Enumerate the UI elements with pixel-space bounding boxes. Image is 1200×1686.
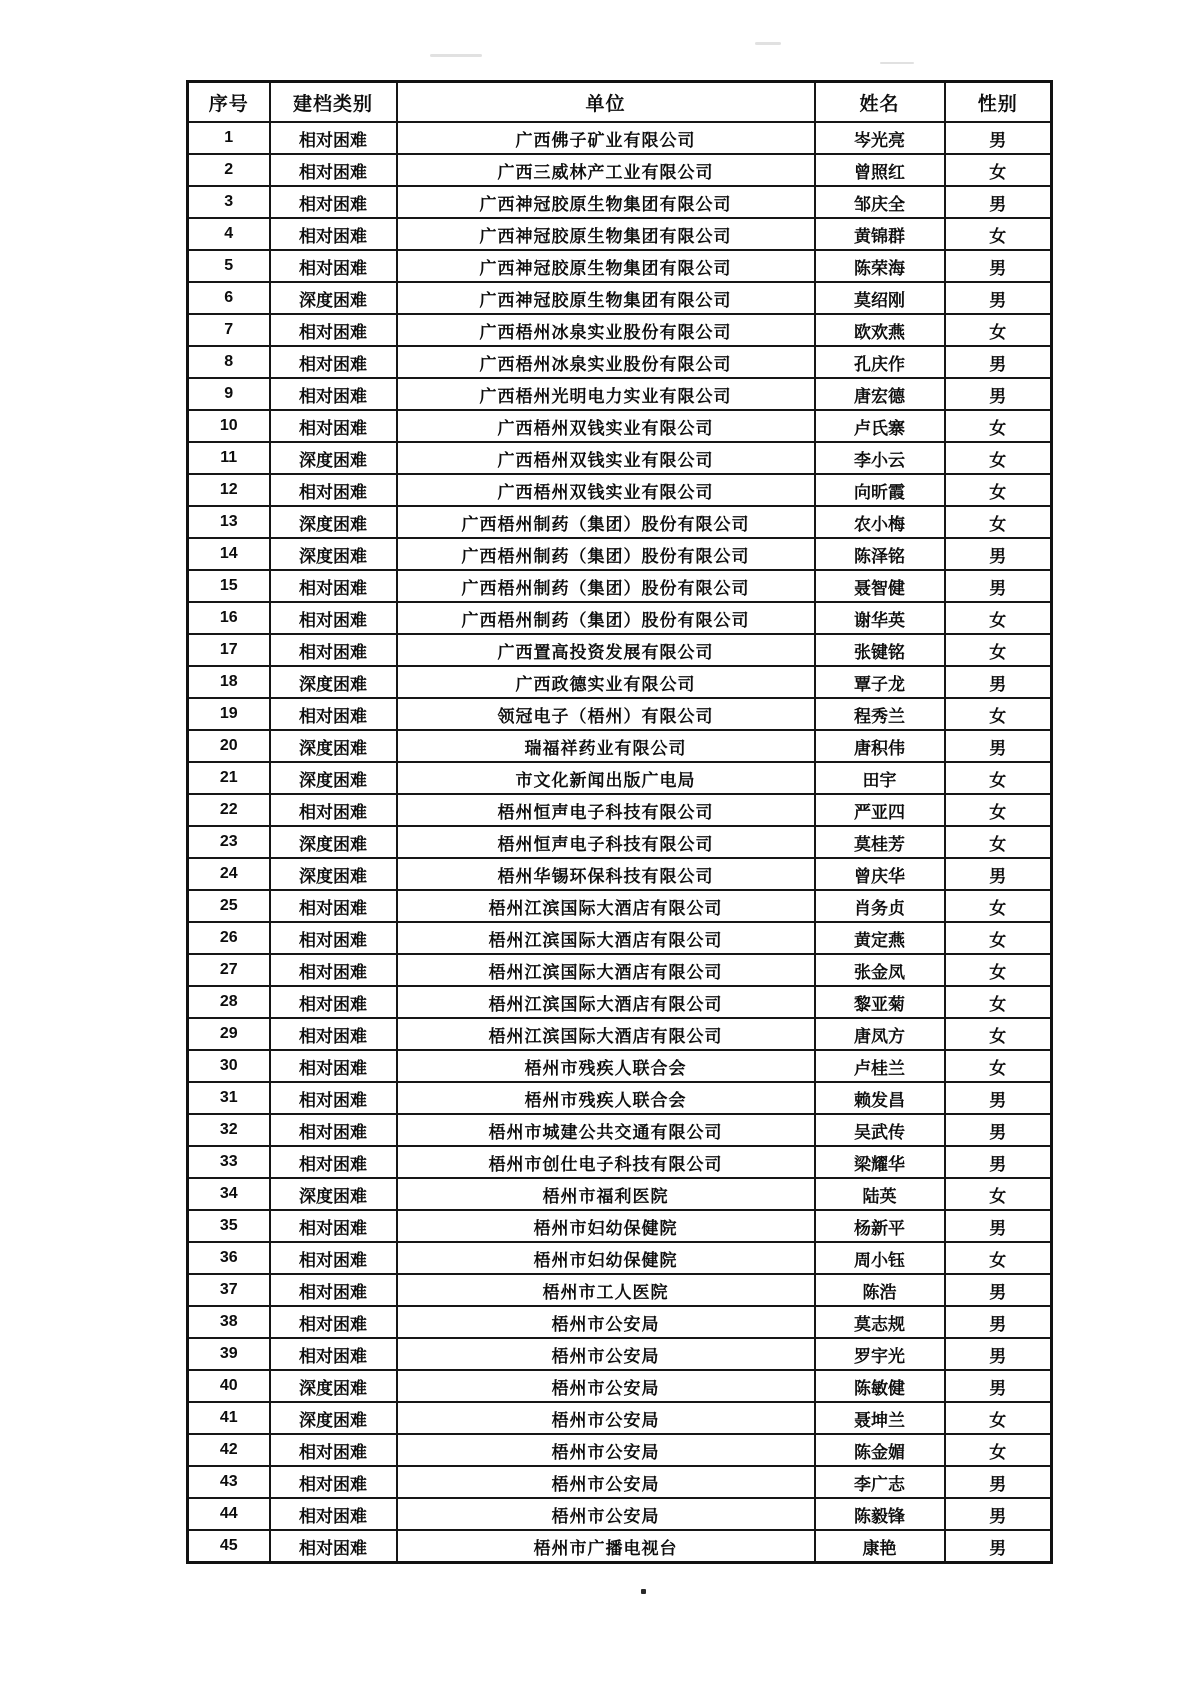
category-cell: 相对困难	[270, 474, 397, 506]
gender-cell: 男	[945, 730, 1052, 762]
unit-cell: 广西神冠胶原生物集团有限公司	[397, 250, 815, 282]
category-cell: 相对困难	[270, 634, 397, 666]
category-cell: 相对困难	[270, 1242, 397, 1274]
gender-cell: 男	[945, 1370, 1052, 1402]
category-cell: 深度困难	[270, 762, 397, 794]
category-cell: 相对困难	[270, 186, 397, 218]
unit-cell: 梧州市工人医院	[397, 1274, 815, 1306]
gender-cell: 女	[945, 1018, 1052, 1050]
gender-cell: 男	[945, 538, 1052, 570]
column-header-category: 建档类别	[270, 82, 397, 123]
category-cell: 深度困难	[270, 1402, 397, 1434]
seq-cell: 7	[188, 314, 270, 346]
unit-cell: 梧州市妇幼保健院	[397, 1242, 815, 1274]
gender-cell: 男	[945, 1146, 1052, 1178]
seq-cell: 9	[188, 378, 270, 410]
unit-cell: 梧州市公安局	[397, 1370, 815, 1402]
category-cell: 相对困难	[270, 1210, 397, 1242]
unit-cell: 梧州市福利医院	[397, 1178, 815, 1210]
table-row	[188, 122, 1052, 154]
name-cell: 张键铭	[815, 634, 945, 666]
header-row	[188, 82, 1052, 123]
unit-cell: 广西神冠胶原生物集团有限公司	[397, 218, 815, 250]
name-cell: 陆英	[815, 1178, 945, 1210]
table-row	[188, 282, 1052, 314]
gender-cell: 女	[945, 474, 1052, 506]
category-cell: 深度困难	[270, 666, 397, 698]
seq-cell: 39	[188, 1338, 270, 1370]
category-cell: 相对困难	[270, 1274, 397, 1306]
category-cell: 深度困难	[270, 506, 397, 538]
name-cell: 唐凤方	[815, 1018, 945, 1050]
seq-cell: 30	[188, 1050, 270, 1082]
scan-artifact	[755, 42, 781, 45]
seq-cell: 2	[188, 154, 270, 186]
category-cell: 深度困难	[270, 442, 397, 474]
table-row	[188, 602, 1052, 634]
category-cell: 相对困难	[270, 1146, 397, 1178]
category-cell: 相对困难	[270, 1434, 397, 1466]
name-cell: 农小梅	[815, 506, 945, 538]
table-row	[188, 1210, 1052, 1242]
category-cell: 相对困难	[270, 314, 397, 346]
seq-cell: 32	[188, 1114, 270, 1146]
gender-cell: 男	[945, 1530, 1052, 1563]
name-cell: 罗宇光	[815, 1338, 945, 1370]
column-header-name: 姓名	[815, 82, 945, 123]
unit-cell: 梧州江滨国际大酒店有限公司	[397, 954, 815, 986]
gender-cell: 女	[945, 1178, 1052, 1210]
gender-cell: 男	[945, 1306, 1052, 1338]
category-cell: 相对困难	[270, 378, 397, 410]
seq-cell: 41	[188, 1402, 270, 1434]
table-row	[188, 1530, 1052, 1563]
table-row	[188, 730, 1052, 762]
gender-cell: 女	[945, 410, 1052, 442]
name-cell: 唐积伟	[815, 730, 945, 762]
unit-cell: 广西梧州制药（集团）股份有限公司	[397, 538, 815, 570]
gender-cell: 女	[945, 986, 1052, 1018]
gender-cell: 女	[945, 794, 1052, 826]
table-row	[188, 826, 1052, 858]
table-row	[188, 922, 1052, 954]
table-row	[188, 858, 1052, 890]
gender-cell: 男	[945, 1338, 1052, 1370]
seq-cell: 16	[188, 602, 270, 634]
gender-cell: 女	[945, 922, 1052, 954]
gender-cell: 女	[945, 442, 1052, 474]
name-cell: 田宇	[815, 762, 945, 794]
name-cell: 张金凤	[815, 954, 945, 986]
gender-cell: 女	[945, 154, 1052, 186]
table-row	[188, 154, 1052, 186]
seq-cell: 1	[188, 122, 270, 154]
seq-cell: 25	[188, 890, 270, 922]
table-row	[188, 442, 1052, 474]
table-row	[188, 186, 1052, 218]
category-cell: 相对困难	[270, 1018, 397, 1050]
table-row	[188, 1274, 1052, 1306]
category-cell: 相对困难	[270, 602, 397, 634]
seq-cell: 24	[188, 858, 270, 890]
unit-cell: 梧州江滨国际大酒店有限公司	[397, 922, 815, 954]
unit-cell: 梧州市残疾人联合会	[397, 1082, 815, 1114]
seq-cell: 35	[188, 1210, 270, 1242]
unit-cell: 梧州市公安局	[397, 1402, 815, 1434]
unit-cell: 梧州市广播电视台	[397, 1530, 815, 1563]
category-cell: 相对困难	[270, 1338, 397, 1370]
name-cell: 卢桂兰	[815, 1050, 945, 1082]
seq-cell: 6	[188, 282, 270, 314]
seq-cell: 40	[188, 1370, 270, 1402]
unit-cell: 广西三威林产工业有限公司	[397, 154, 815, 186]
category-cell: 相对困难	[270, 250, 397, 282]
seq-cell: 4	[188, 218, 270, 250]
unit-cell: 梧州江滨国际大酒店有限公司	[397, 890, 815, 922]
name-cell: 李广志	[815, 1466, 945, 1498]
table-row	[188, 666, 1052, 698]
unit-cell: 广西梧州冰泉实业股份有限公司	[397, 314, 815, 346]
unit-cell: 广西政德实业有限公司	[397, 666, 815, 698]
seq-cell: 28	[188, 986, 270, 1018]
category-cell: 深度困难	[270, 1178, 397, 1210]
seq-cell: 5	[188, 250, 270, 282]
unit-cell: 梧州市创仕电子科技有限公司	[397, 1146, 815, 1178]
name-cell: 孔庆作	[815, 346, 945, 378]
table-row	[188, 1434, 1052, 1466]
gender-cell: 女	[945, 314, 1052, 346]
gender-cell: 男	[945, 1082, 1052, 1114]
category-cell: 相对困难	[270, 122, 397, 154]
gender-cell: 男	[945, 1210, 1052, 1242]
table-row	[188, 1178, 1052, 1210]
seq-cell: 31	[188, 1082, 270, 1114]
table-row	[188, 314, 1052, 346]
table-row	[188, 890, 1052, 922]
table-row	[188, 474, 1052, 506]
category-cell: 深度困难	[270, 730, 397, 762]
category-cell: 相对困难	[270, 1530, 397, 1563]
name-cell: 覃子龙	[815, 666, 945, 698]
unit-cell: 广西梧州制药（集团）股份有限公司	[397, 506, 815, 538]
unit-cell: 广西神冠胶原生物集团有限公司	[397, 186, 815, 218]
unit-cell: 梧州恒声电子科技有限公司	[397, 794, 815, 826]
unit-cell: 梧州市公安局	[397, 1338, 815, 1370]
gender-cell: 女	[945, 826, 1052, 858]
column-header-seq: 序号	[188, 82, 270, 123]
table-row	[188, 698, 1052, 730]
gender-cell: 女	[945, 1434, 1052, 1466]
seq-cell: 15	[188, 570, 270, 602]
name-cell: 莫志规	[815, 1306, 945, 1338]
category-cell: 相对困难	[270, 1498, 397, 1530]
name-cell: 程秀兰	[815, 698, 945, 730]
table-row	[188, 634, 1052, 666]
table-row	[188, 570, 1052, 602]
gender-cell: 男	[945, 1114, 1052, 1146]
table-row	[188, 1242, 1052, 1274]
table-row	[188, 986, 1052, 1018]
category-cell: 相对困难	[270, 954, 397, 986]
name-cell: 杨新平	[815, 1210, 945, 1242]
category-cell: 相对困难	[270, 1050, 397, 1082]
unit-cell: 梧州市残疾人联合会	[397, 1050, 815, 1082]
unit-cell: 广西梧州冰泉实业股份有限公司	[397, 346, 815, 378]
seq-cell: 38	[188, 1306, 270, 1338]
seq-cell: 26	[188, 922, 270, 954]
unit-cell: 梧州恒声电子科技有限公司	[397, 826, 815, 858]
name-cell: 聂智健	[815, 570, 945, 602]
name-cell: 肖务贞	[815, 890, 945, 922]
seq-cell: 19	[188, 698, 270, 730]
table-row	[188, 218, 1052, 250]
name-cell: 赖发昌	[815, 1082, 945, 1114]
seq-cell: 29	[188, 1018, 270, 1050]
gender-cell: 女	[945, 890, 1052, 922]
seq-cell: 10	[188, 410, 270, 442]
category-cell: 相对困难	[270, 1466, 397, 1498]
table-row	[188, 506, 1052, 538]
unit-cell: 广西梧州双钱实业有限公司	[397, 442, 815, 474]
category-cell: 相对困难	[270, 922, 397, 954]
unit-cell: 瑞福祥药业有限公司	[397, 730, 815, 762]
category-cell: 相对困难	[270, 218, 397, 250]
name-cell: 李小云	[815, 442, 945, 474]
seq-cell: 43	[188, 1466, 270, 1498]
scan-artifact	[880, 62, 914, 64]
name-cell: 黄定燕	[815, 922, 945, 954]
unit-cell: 市文化新闻出版广电局	[397, 762, 815, 794]
gender-cell: 女	[945, 1402, 1052, 1434]
seq-cell: 11	[188, 442, 270, 474]
table-row	[188, 378, 1052, 410]
table-row	[188, 410, 1052, 442]
unit-cell: 梧州江滨国际大酒店有限公司	[397, 1018, 815, 1050]
unit-cell: 广西梧州制药（集团）股份有限公司	[397, 602, 815, 634]
unit-cell: 广西梧州双钱实业有限公司	[397, 410, 815, 442]
category-cell: 相对困难	[270, 1082, 397, 1114]
gender-cell: 男	[945, 122, 1052, 154]
name-cell: 陈泽铭	[815, 538, 945, 570]
seq-cell: 21	[188, 762, 270, 794]
table-body	[188, 122, 1052, 1563]
seq-cell: 44	[188, 1498, 270, 1530]
table-row	[188, 762, 1052, 794]
name-cell: 陈浩	[815, 1274, 945, 1306]
unit-cell: 梧州市公安局	[397, 1306, 815, 1338]
gender-cell: 男	[945, 378, 1052, 410]
category-cell: 相对困难	[270, 570, 397, 602]
gender-cell: 女	[945, 506, 1052, 538]
gender-cell: 女	[945, 1050, 1052, 1082]
seq-cell: 12	[188, 474, 270, 506]
name-cell: 曾照红	[815, 154, 945, 186]
category-cell: 深度困难	[270, 538, 397, 570]
seq-cell: 37	[188, 1274, 270, 1306]
table-row	[188, 1402, 1052, 1434]
unit-cell: 广西梧州光明电力实业有限公司	[397, 378, 815, 410]
unit-cell: 梧州市妇幼保健院	[397, 1210, 815, 1242]
unit-cell: 广西置高投资发展有限公司	[397, 634, 815, 666]
name-cell: 卢氏寨	[815, 410, 945, 442]
column-header-unit: 单位	[397, 82, 815, 123]
gender-cell: 女	[945, 634, 1052, 666]
seq-cell: 33	[188, 1146, 270, 1178]
table-row	[188, 1050, 1052, 1082]
name-cell: 陈金媚	[815, 1434, 945, 1466]
unit-cell: 广西神冠胶原生物集团有限公司	[397, 282, 815, 314]
name-cell: 陈毅锋	[815, 1498, 945, 1530]
table-row	[188, 250, 1052, 282]
name-cell: 黄锦群	[815, 218, 945, 250]
gender-cell: 男	[945, 250, 1052, 282]
seq-cell: 23	[188, 826, 270, 858]
unit-cell: 梧州市城建公共交通有限公司	[397, 1114, 815, 1146]
seq-cell: 17	[188, 634, 270, 666]
ink-dot-artifact	[641, 1589, 646, 1594]
category-cell: 相对困难	[270, 890, 397, 922]
seq-cell: 20	[188, 730, 270, 762]
gender-cell: 女	[945, 762, 1052, 794]
table-row	[188, 1082, 1052, 1114]
table-row	[188, 1498, 1052, 1530]
name-cell: 梁耀华	[815, 1146, 945, 1178]
table-row	[188, 346, 1052, 378]
roster-table	[186, 80, 1053, 1564]
table-row	[188, 1146, 1052, 1178]
name-cell: 邹庆全	[815, 186, 945, 218]
name-cell: 莫桂芳	[815, 826, 945, 858]
table-header	[188, 82, 1052, 123]
name-cell: 莫绍刚	[815, 282, 945, 314]
name-cell: 严亚四	[815, 794, 945, 826]
name-cell: 岑光亮	[815, 122, 945, 154]
gender-cell: 女	[945, 1242, 1052, 1274]
unit-cell: 梧州华锡环保科技有限公司	[397, 858, 815, 890]
name-cell: 谢华英	[815, 602, 945, 634]
seq-cell: 18	[188, 666, 270, 698]
table-row	[188, 1370, 1052, 1402]
name-cell: 吴武传	[815, 1114, 945, 1146]
seq-cell: 42	[188, 1434, 270, 1466]
category-cell: 相对困难	[270, 986, 397, 1018]
table-row	[188, 1306, 1052, 1338]
name-cell: 黎亚菊	[815, 986, 945, 1018]
gender-cell: 女	[945, 698, 1052, 730]
gender-cell: 男	[945, 570, 1052, 602]
category-cell: 深度困难	[270, 858, 397, 890]
gender-cell: 女	[945, 218, 1052, 250]
gender-cell: 男	[945, 1498, 1052, 1530]
category-cell: 相对困难	[270, 154, 397, 186]
unit-cell: 领冠电子（梧州）有限公司	[397, 698, 815, 730]
seq-cell: 22	[188, 794, 270, 826]
gender-cell: 男	[945, 282, 1052, 314]
table-row	[188, 954, 1052, 986]
gender-cell: 男	[945, 666, 1052, 698]
gender-cell: 男	[945, 1466, 1052, 1498]
name-cell: 周小钰	[815, 1242, 945, 1274]
seq-cell: 45	[188, 1530, 270, 1563]
seq-cell: 14	[188, 538, 270, 570]
table-row	[188, 1114, 1052, 1146]
name-cell: 康艳	[815, 1530, 945, 1563]
table-row	[188, 538, 1052, 570]
category-cell: 相对困难	[270, 698, 397, 730]
category-cell: 深度困难	[270, 282, 397, 314]
unit-cell: 广西梧州制药（集团）股份有限公司	[397, 570, 815, 602]
table-row	[188, 1466, 1052, 1498]
seq-cell: 13	[188, 506, 270, 538]
category-cell: 相对困难	[270, 794, 397, 826]
category-cell: 相对困难	[270, 410, 397, 442]
seq-cell: 27	[188, 954, 270, 986]
unit-cell: 梧州市公安局	[397, 1466, 815, 1498]
seq-cell: 3	[188, 186, 270, 218]
gender-cell: 男	[945, 1274, 1052, 1306]
unit-cell: 广西佛子矿业有限公司	[397, 122, 815, 154]
table-row	[188, 794, 1052, 826]
category-cell: 相对困难	[270, 346, 397, 378]
category-cell: 相对困难	[270, 1306, 397, 1338]
category-cell: 深度困难	[270, 826, 397, 858]
name-cell: 聂坤兰	[815, 1402, 945, 1434]
unit-cell: 梧州江滨国际大酒店有限公司	[397, 986, 815, 1018]
gender-cell: 男	[945, 858, 1052, 890]
name-cell: 陈荣海	[815, 250, 945, 282]
category-cell: 相对困难	[270, 1114, 397, 1146]
table-row	[188, 1338, 1052, 1370]
gender-cell: 男	[945, 186, 1052, 218]
unit-cell: 广西梧州双钱实业有限公司	[397, 474, 815, 506]
seq-cell: 34	[188, 1178, 270, 1210]
name-cell: 欧欢燕	[815, 314, 945, 346]
table-row	[188, 1018, 1052, 1050]
unit-cell: 梧州市公安局	[397, 1498, 815, 1530]
gender-cell: 女	[945, 602, 1052, 634]
column-header-gender: 性别	[945, 82, 1052, 123]
gender-cell: 女	[945, 954, 1052, 986]
seq-cell: 36	[188, 1242, 270, 1274]
name-cell: 唐宏德	[815, 378, 945, 410]
seq-cell: 8	[188, 346, 270, 378]
name-cell: 陈敏健	[815, 1370, 945, 1402]
unit-cell: 梧州市公安局	[397, 1434, 815, 1466]
gender-cell: 男	[945, 346, 1052, 378]
category-cell: 深度困难	[270, 1370, 397, 1402]
name-cell: 曾庆华	[815, 858, 945, 890]
scan-artifact	[430, 54, 482, 57]
name-cell: 向昕霞	[815, 474, 945, 506]
